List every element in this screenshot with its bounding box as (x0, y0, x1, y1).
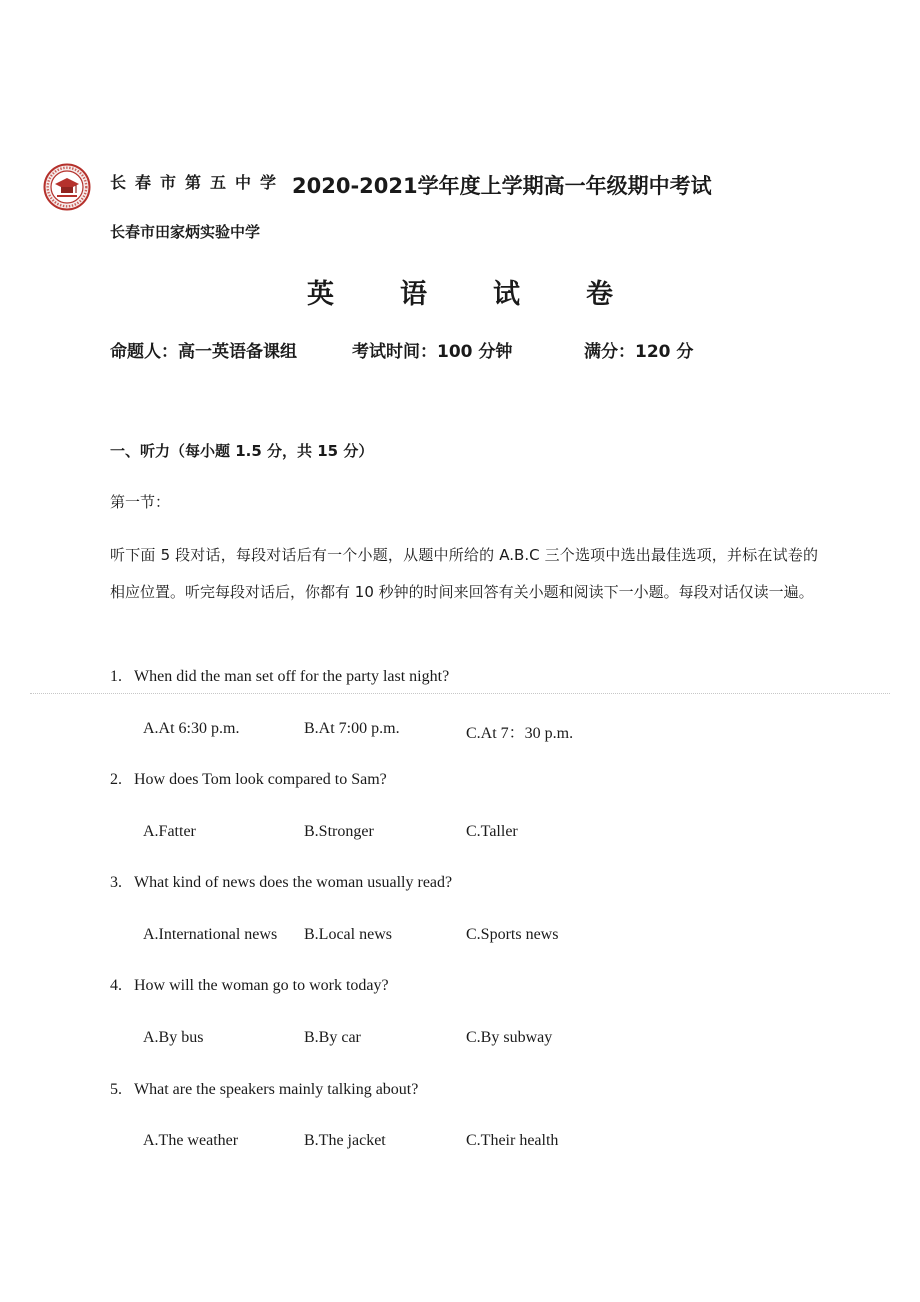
question-text: How does Tom look compared to Sam? (134, 771, 387, 788)
option-c: C.Taller (466, 823, 518, 840)
question-text: When did the man set off for the party last night? (134, 668, 450, 685)
option-a: A.By bus (143, 1029, 204, 1046)
question-number: 3. (110, 874, 122, 891)
option-b: B.Local news (304, 926, 392, 943)
section-title-listening: 一、听力（每小题 1.5 分，共 15 分） (110, 442, 374, 460)
question-number: 1. (110, 668, 122, 685)
question-text: What kind of news does the woman usually read? (134, 874, 453, 891)
option-a: A.Fatter (143, 823, 196, 840)
option-b: B.The jacket (304, 1132, 386, 1149)
part-title: 第一节： (110, 493, 171, 511)
option-a: A.International news (143, 926, 278, 943)
question-number: 5. (110, 1081, 122, 1098)
option-a: A.At 6:30 p.m. (143, 720, 240, 737)
subject-char: 英 (307, 279, 334, 310)
exam-total-score: 满分：120 分 (584, 342, 694, 362)
school-name-primary: 长春市第五中学 (110, 173, 286, 192)
subject-char: 试 (493, 279, 520, 310)
option-c: C.At 7：30 p.m. (466, 725, 574, 742)
school-emblem-icon (43, 163, 91, 211)
question-number: 2. (110, 771, 122, 788)
school-name-secondary: 长春市田家炳实验中学 (110, 223, 261, 241)
exam-title: 2020-2021学年度上学期高一年级期中考试 (292, 174, 712, 198)
option-b: B.By car (304, 1029, 361, 1046)
question-number: 4. (110, 977, 122, 994)
question-text: What are the speakers mainly talking about? (134, 1081, 419, 1098)
subject-char: 卷 (586, 279, 613, 310)
option-b: B.At 7:00 p.m. (304, 720, 400, 737)
exam-author: 命题人：高一英语备课组 (110, 342, 297, 362)
subject-char: 语 (400, 279, 427, 310)
subject-title (0, 272, 920, 311)
section-instructions: 听下面 5 段对话，每段对话后有一个小题，从题中所给的 A.B.C 三个选项中选出最佳选项，并标在试卷的相应位置。听完每段对话后，你都有 10 秒钟的时间来回答有关小题和阅读下一小题。每段对话仅读一遍。 (110, 546, 818, 601)
option-a: A.The weather (143, 1132, 239, 1149)
option-b: B.Stronger (304, 823, 374, 840)
option-c: C.By subway (466, 1029, 553, 1046)
question-text: How will the woman go to work today? (134, 977, 389, 994)
option-c: C.Sports news (466, 926, 559, 943)
exam-duration: 考试时间：100 分钟 (352, 342, 513, 362)
option-c: C.Their health (466, 1132, 559, 1149)
page-divider (30, 693, 890, 694)
